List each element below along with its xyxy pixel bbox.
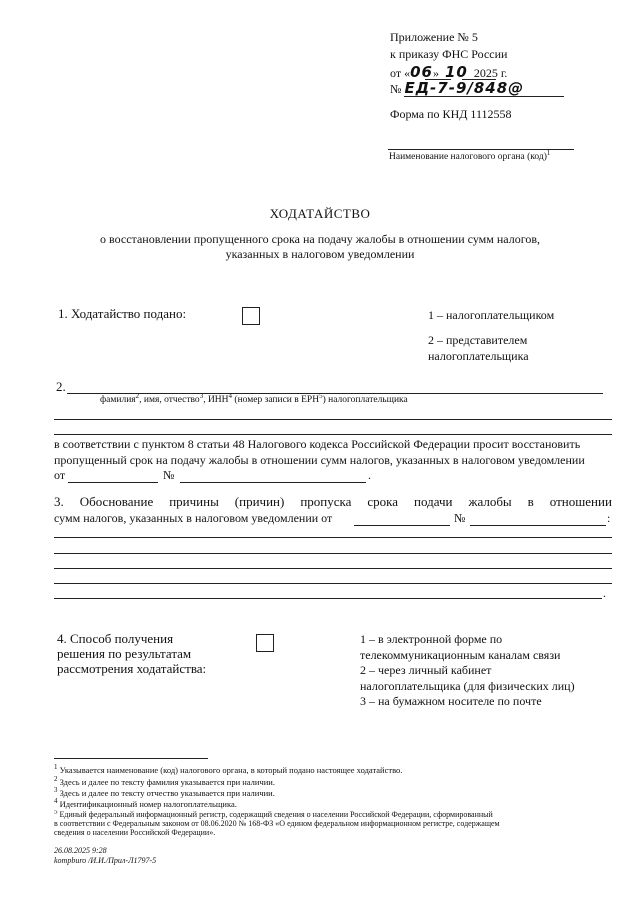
section4-label-line1: 4. Способ получения [57,631,174,646]
footnote-3: $^3$ Здесь и далее по тексту отчество указывается при наличии. [54,786,275,798]
reason-notice-number-field[interactable] [470,525,606,526]
taxpayer-name-field-3[interactable] [54,434,612,435]
filer-option-representative-line2: налогоплательщика [428,349,529,363]
filer-option-taxpayer: 1 – налогоплательщиком [428,308,555,322]
appendix-label: Приложение № 5 [390,30,478,44]
section4-label-line2: решения по результатам [57,646,192,661]
subtitle-line1: о восстановлении пропущенного срока на подачу жалобы в отношении сумм налогов, [100,232,540,246]
taxpayer-name-field[interactable] [67,393,603,394]
delivery-method-checkbox[interactable] [256,634,274,652]
delivery-option1-line2: телекоммуникационным каналам связи [360,648,561,662]
date-prefix: от « [390,66,411,80]
date-year: 2025 г. [473,66,508,80]
delivery-option1-line1: 1 – в электронной форме по [360,632,503,646]
footnote-divider [54,758,208,759]
filer-type-checkbox[interactable] [242,307,260,325]
filer-option-representative-line1: 2 – представителем [428,333,528,347]
section3-end-period: . [603,586,606,600]
delivery-option3: 3 – на бумажном носителе по почте [360,694,542,708]
notice-date-field[interactable] [68,482,158,483]
number-prefix: № [390,82,402,96]
section2-period: . [368,468,371,482]
section2-text-line2: пропущенный срок на подачу жалобы в отношении сумм налогов, указанных в налоговом уведомлении [54,453,585,467]
section2-number: 2. [56,379,66,394]
footnote-2: $^2$ Здесь и далее по тексту фамилия указывается при наличии. [54,775,275,787]
delivery-option2-line1: 2 – через личный кабинет [360,663,492,677]
print-date-stamp: 26.08.2025 9:28 [54,846,107,855]
date-month: 10 [444,63,468,81]
date-mid: » [432,66,439,80]
order-label: к приказу ФНС России [390,47,508,61]
order-number [390,79,524,97]
footnote-4: $^4$ Идентификационный номер налогоплательщика. [54,797,237,809]
form-code: Форма по КНД 1112558 [390,107,512,121]
section2-text-line1: в соответствии с пунктом 8 статьи 48 Налогового кодекса Российской Федерации просит восстановить [54,437,581,451]
subtitle-line2: указанных в налоговом уведомлении [225,247,415,261]
reason-line-2[interactable] [54,553,612,554]
reason-line-3[interactable] [54,568,612,569]
reason-line-5[interactable] [54,598,602,599]
section2-number-label: № [163,468,175,482]
section4-label-line3: рассмотрения ходатайства: [57,661,207,676]
reason-line-4[interactable] [54,583,612,584]
notice-number-field[interactable] [180,482,366,483]
section2-from-label: от [54,468,66,482]
tax-authority-caption: Наименование налогового органа (код)$^1$ [389,148,551,162]
reason-line-1[interactable] [54,537,612,538]
delivery-option2-line2: налогоплательщика (для физических лиц) [360,679,575,693]
date-day: 06 [410,63,433,81]
taxpayer-field-caption: фамилия$^2$, имя, отчество$^3$, ИНН$^4$ (номер записи в ЕРН$^5$) налогоплательщика [100,391,408,405]
section3-colon: : [607,511,611,525]
footnote-1: $^1$ Указывается наименование (код) налогового органа, в который подано настоящее ходатайство. [54,763,403,775]
section1-label: 1. Ходатайство подано: [58,306,187,321]
document-title: ХОДАТАЙСТВО [269,206,371,221]
number-value: ЕД-7-9/848@ [404,79,525,97]
print-path-stamp: kompburo /И.И./Прил-Л1797-5 [54,856,157,865]
section3-line2: сумм налогов, указанных в налоговом уведомлении от [54,511,333,525]
footnote-5: $^5$ Единый федеральный информационный регистр, содержащий сведения о населении Российской Федерации, сформированный в соответствии с Федеральным законом от 08.06.2020 № 168-ФЗ «О едином федеральном информационном регистре, содержащем сведения о населении Российской Федерации». [54,810,500,837]
reason-notice-date-field[interactable] [354,525,450,526]
section3-number-label: № [454,511,466,525]
section3-heading: 3. Обоснование причины (причин) пропуска срока подачи жалобы в отношении [54,494,612,509]
taxpayer-name-field-2[interactable] [54,419,612,420]
